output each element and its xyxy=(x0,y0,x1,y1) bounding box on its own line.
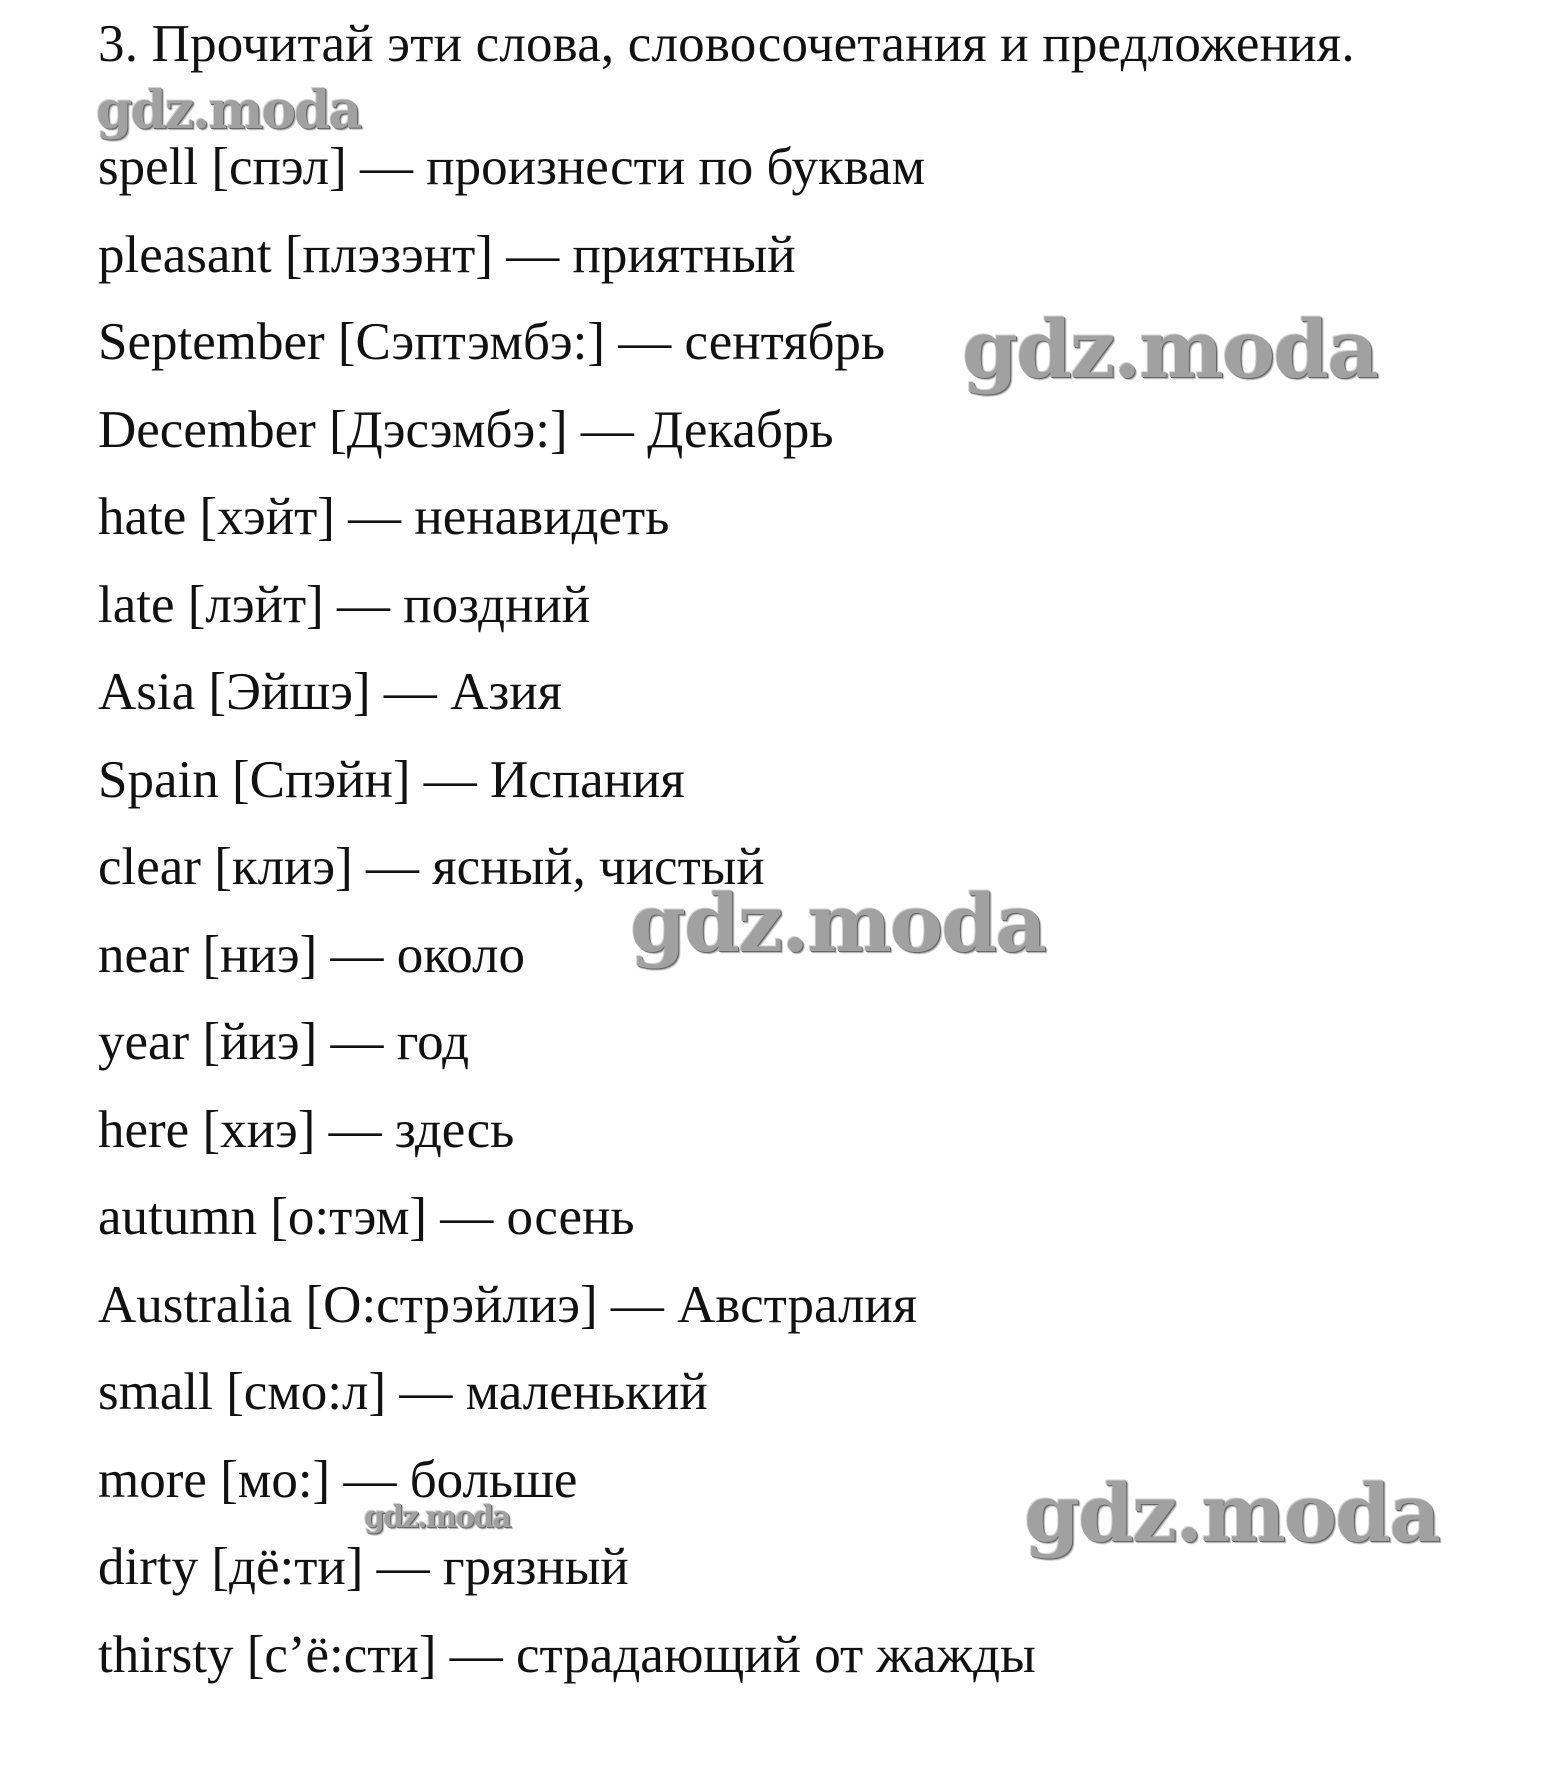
vocabulary-entry: Australia [О:стрэйлиэ] — Австралия xyxy=(98,1275,918,1334)
vocabulary-entry: Asia [Эйшэ] — Азия xyxy=(98,663,563,721)
vocabulary-entry: spell [спэл] — произнести по буквам xyxy=(98,138,926,196)
vocabulary-entry: year [йиэ] — год xyxy=(98,1013,470,1071)
watermark: gdz.moda xyxy=(962,302,1377,396)
vocabulary-entry: late [лэйт] — поздний xyxy=(98,575,591,634)
vocabulary-entry: near [ниэ] — около xyxy=(98,925,526,984)
vocabulary-entry: clear [клиэ] — ясный, чистый xyxy=(98,838,765,896)
vocabulary-entry: thirsty [с’ё:сти] — страдающий от жажды xyxy=(98,1625,1036,1684)
watermark: gdz.moda xyxy=(1024,1466,1439,1560)
vocabulary-entry: dirty [дё:ти] — грязный xyxy=(98,1538,629,1596)
vocabulary-entry: small [смо:л] — маленький xyxy=(98,1363,708,1421)
exercise-title: 3. Прочитай эти слова, словосочетания и предложения. xyxy=(98,15,1355,73)
vocabulary-entry: hate [хэйт] — ненавидеть xyxy=(98,488,670,546)
vocabulary-entry: more [мо:] — больше xyxy=(98,1450,578,1509)
watermark: gdz.moda xyxy=(630,876,1045,970)
vocabulary-entry: September [Сэптэмбэ:] — сентябрь xyxy=(98,313,886,371)
vocabulary-entry: pleasant [плэзэнт] — приятный xyxy=(98,225,796,284)
watermark: gdz.moda xyxy=(364,1500,510,1535)
vocabulary-entry: autumn [о:тэм] — осень xyxy=(98,1188,635,1246)
vocabulary-entry: Spain [Спэйн] — Испания xyxy=(98,750,685,809)
vocabulary-entry: December [Дэсэмбэ:] — Декабрь xyxy=(98,400,834,459)
watermark: gdz.moda xyxy=(96,80,361,141)
vocabulary-entry: here [хиэ] — здесь xyxy=(98,1100,515,1159)
